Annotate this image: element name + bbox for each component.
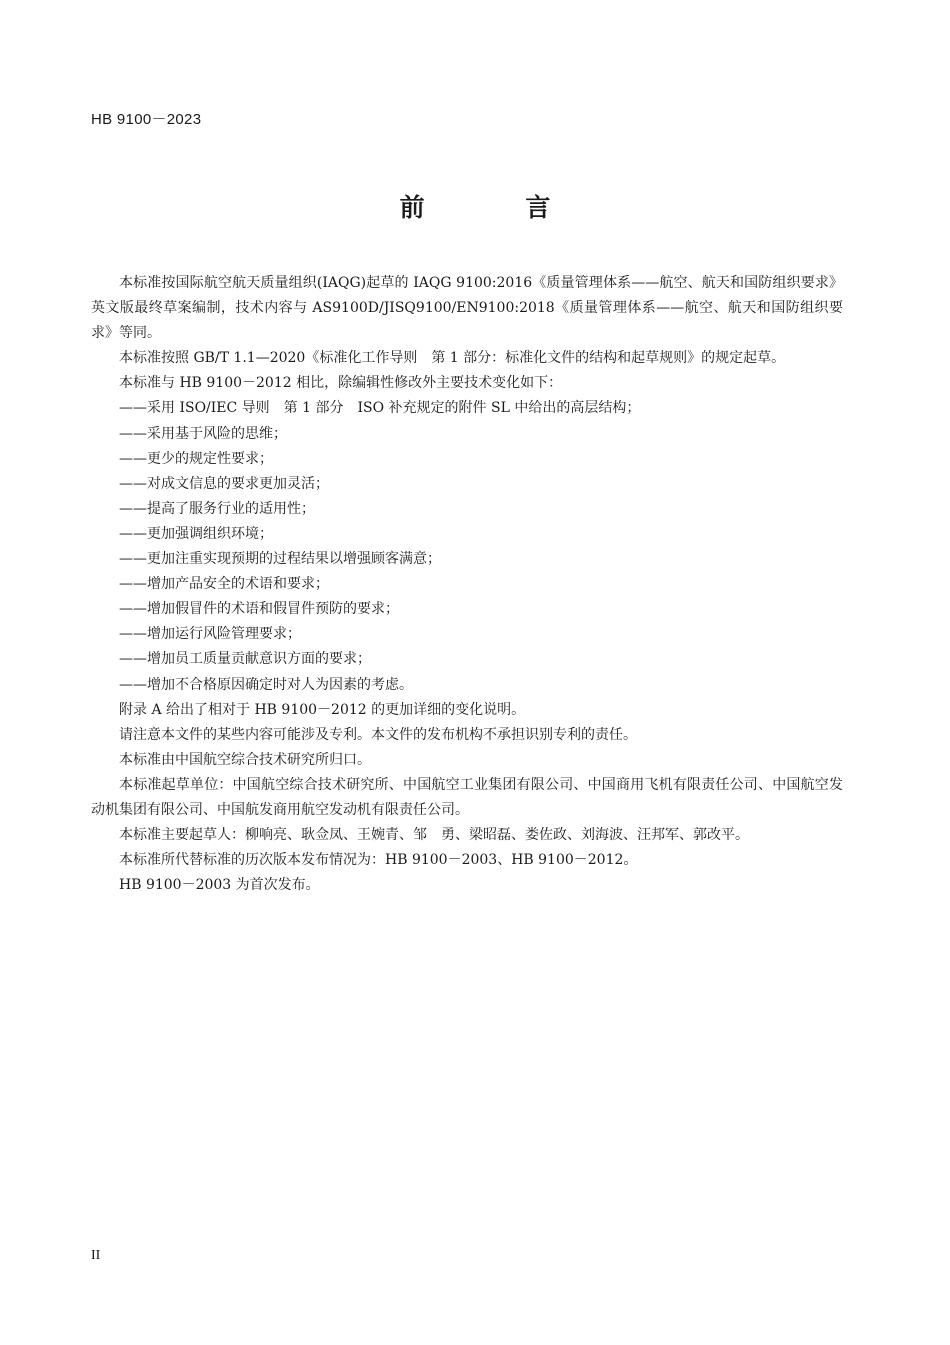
change-item: ——增加产品安全的术语和要求；: [119, 576, 329, 593]
change-item: ——更加强调组织环境；: [119, 525, 273, 542]
foreword-body: [91, 271, 843, 898]
paragraph-previous-editions: 本标准所代替标准的历次版本发布情况为：HB 9100－2003、HB 9100－2012。: [119, 852, 638, 869]
page-title: 前 言: [399, 193, 597, 222]
paragraph-source: 本标准按国际航空航天质量组织(IAQG)起草的 IAQG 9100:2016《质量管理体系——航空、航天和国防组织要求》英文版最终草案编制，技术内容与 AS9100D/JISQ9100/EN9100:2018《质量管理体系——航空、航天和国防组织要求》等同。: [91, 275, 843, 342]
document-code: HB 9100－2023: [91, 111, 202, 128]
page-number: II: [91, 1248, 101, 1263]
change-item: ——增加运行风险管理要求；: [119, 626, 301, 643]
paragraph-patent-notice: 请注意本文件的某些内容可能涉及专利。本文件的发布机构不承担识别专利的责任。: [119, 726, 637, 743]
change-item: ——增加假冒件的术语和假冒件预防的要求；: [119, 601, 399, 618]
paragraph-first-edition: HB 9100－2003 为首次发布。: [119, 877, 320, 894]
change-item: ——增加不合格原因确定时对人为因素的考虑。: [119, 676, 413, 693]
paragraph-annex-a: 附录 A 给出了相对于 HB 9100－2012 的更加详细的变化说明。: [119, 701, 526, 718]
change-item: ——提高了服务行业的适用性；: [119, 500, 315, 517]
paragraph-changes-intro: 本标准与 HB 9100－2012 相比，除编辑性修改外主要技术变化如下：: [119, 375, 563, 392]
change-item: ——采用基于风险的思维；: [119, 425, 287, 442]
paragraph-drafting-organizations: 本标准起草单位：中国航空综合技术研究所、中国航空工业集团有限公司、中国商用飞机有限责任公司、中国航空发动机集团有限公司、中国航发商用航空发动机有限责任公司。: [91, 776, 843, 818]
paragraph-drafting-rules: 本标准按照 GB/T 1.1—2020《标准化工作导则 第 1 部分：标准化文件的结构和起草规则》的规定起草。: [119, 350, 786, 367]
change-item: ——更少的规定性要求；: [119, 450, 273, 467]
change-item: ——更加注重实现预期的过程结果以增强顾客满意；: [119, 551, 441, 568]
change-item: ——采用 ISO/IEC 导则 第 1 部分 ISO 补充规定的附件 SL 中给出的高层结构；: [119, 400, 641, 417]
paragraph-administered-by: 本标准由中国航空综合技术研究所归口。: [119, 751, 371, 768]
change-item: ——增加员工质量贡献意识方面的要求；: [119, 651, 371, 668]
paragraph-main-drafters: 本标准主要起草人：柳响亮、耿佥凤、王婉青、邹 勇、梁昭磊、娄佐政、刘海波、汪邦军、郭改平。: [119, 827, 749, 844]
change-item: ——对成文信息的要求更加灵活；: [119, 475, 329, 492]
